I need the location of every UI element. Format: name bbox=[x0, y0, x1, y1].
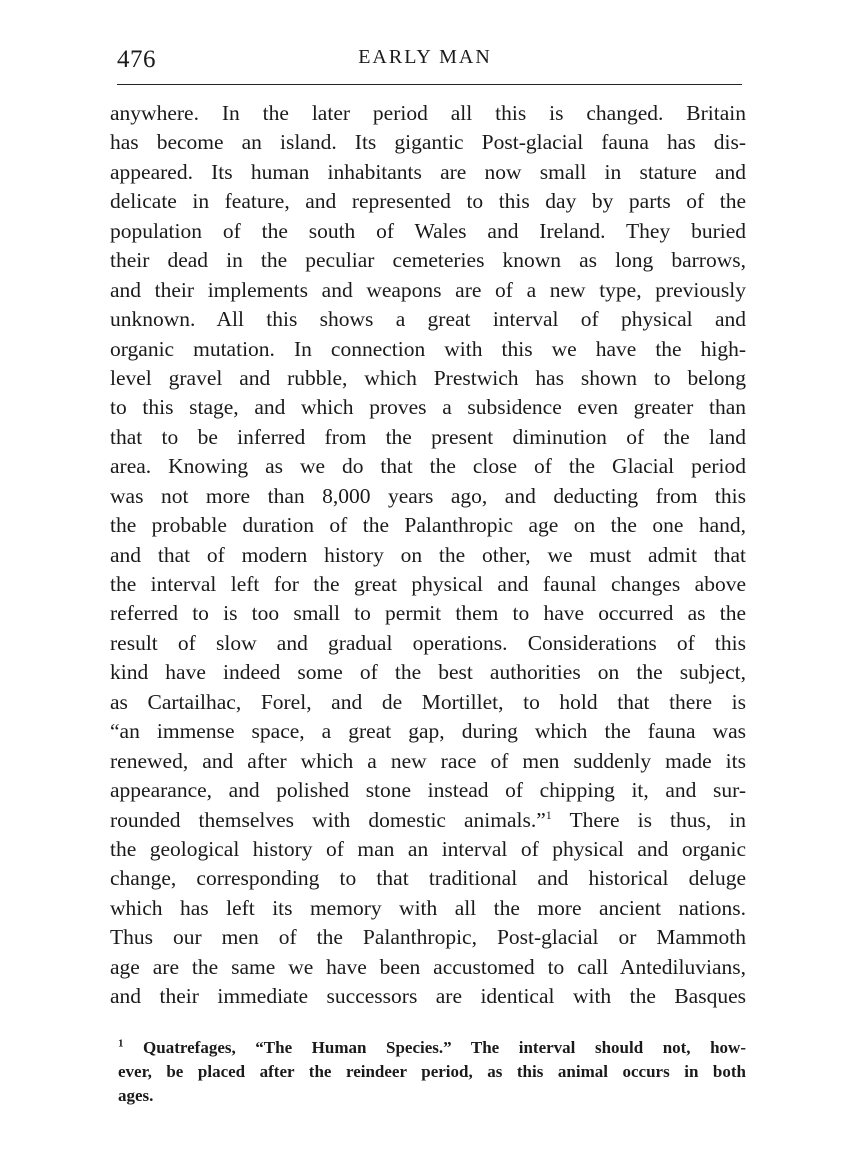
footnote-text: Quatrefages, “The Human Species.” The interval should not, how- bbox=[123, 1038, 746, 1057]
text-line: level gravel and rubble, which Prestwich has shown to belong bbox=[110, 365, 746, 390]
footnote-marker: 1 bbox=[118, 1037, 124, 1050]
text-line: to this stage, and which proves a subsidence even greater than bbox=[110, 395, 746, 420]
text-line: and their immediate successors are identical with the Basques bbox=[110, 984, 746, 1009]
text-line: change, corresponding to that traditional and historical deluge bbox=[110, 866, 746, 891]
text-line: has become an island. Its gigantic Post-glacial fauna has dis- bbox=[110, 130, 746, 155]
text-line: age are the same we have been accustomed to call Antediluvians, bbox=[110, 954, 746, 979]
text-line: their dead in the peculiar cemeteries known as long barrows, bbox=[110, 248, 746, 273]
text-fragment: There is thus, in bbox=[551, 807, 746, 832]
footnote-line bbox=[118, 1036, 746, 1060]
text-line: delicate in feature, and represented to this day by parts of the bbox=[110, 189, 746, 214]
text-line: result of slow and gradual operations. Considerations of this bbox=[110, 630, 746, 655]
text-line: “an immense space, a great gap, during which the fauna was bbox=[110, 719, 746, 744]
text-line: the geological history of man an interval of physical and organic bbox=[110, 836, 746, 861]
text-line: which has left its memory with all the more ancient nations. bbox=[110, 895, 746, 920]
footnote bbox=[118, 1036, 746, 1108]
text-line: unknown. All this shows a great interval of physical and bbox=[110, 307, 746, 332]
text-line: that to be inferred from the present diminution of the land bbox=[110, 424, 746, 449]
text-line: Thus our men of the Palanthropic, Post-glacial or Mammoth bbox=[110, 925, 746, 950]
text-line: population of the south of Wales and Ireland. They buried bbox=[110, 218, 746, 243]
text-line: area. Knowing as we do that the close of the Glacial period bbox=[110, 454, 746, 479]
text-line: and their implements and weapons are of a new type, previously bbox=[110, 277, 746, 302]
text-line: was not more than 8,000 years ago, and deducting from this bbox=[110, 483, 746, 508]
text-line: appearance, and polished stone instead of chipping it, and sur- bbox=[110, 778, 746, 803]
text-line: anywhere. In the later period all this is changed. Britain bbox=[110, 101, 746, 125]
text-fragment: rounded themselves with domestic animals.” bbox=[110, 807, 546, 832]
running-title: EARLY MAN bbox=[358, 46, 492, 68]
text-line: appeared. Its human inhabitants are now small in stature and bbox=[110, 159, 746, 184]
text-line: and that of modern history on the other, we must admit that bbox=[110, 542, 746, 567]
text-line: the interval left for the great physical and faunal changes above bbox=[110, 572, 746, 596]
body-text bbox=[110, 99, 746, 1012]
text-line: kind have indeed some of the best authorities on the subject, bbox=[110, 660, 746, 685]
text-line: renewed, and after which a new race of men suddenly made its bbox=[110, 748, 746, 773]
footnote-line: ever, be placed after the reindeer period, as this animal occurs in both bbox=[118, 1062, 746, 1081]
page-number: 476 bbox=[117, 46, 156, 73]
text-line: the probable duration of the Palanthropic age on the one hand, bbox=[110, 513, 746, 538]
text-line: referred to is too small to permit them to have occurred as the bbox=[110, 601, 746, 626]
footnote-reference[interactable]: 1 bbox=[545, 807, 552, 822]
text-line-with-footnote-ref bbox=[110, 806, 746, 835]
header-rule bbox=[117, 84, 742, 85]
footnote-line: ages. bbox=[118, 1086, 154, 1105]
text-line: as Cartailhac, Forel, and de Mortillet, to hold that there is bbox=[110, 689, 746, 714]
text-line: organic mutation. In connection with this we have the high- bbox=[110, 336, 746, 361]
